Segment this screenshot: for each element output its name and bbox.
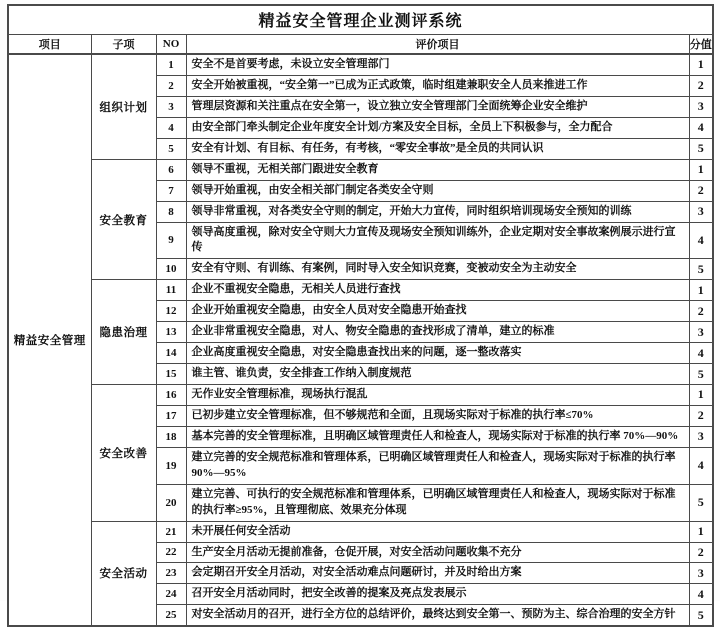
score-cell: 3 (689, 563, 713, 584)
score-cell: 5 (689, 138, 713, 159)
no-cell: 2 (156, 75, 186, 96)
item-cell: 无作业安全管理标准，现场执行混乱 (186, 385, 689, 406)
no-cell: 17 (156, 405, 186, 426)
score-cell: 5 (689, 364, 713, 385)
no-cell: 14 (156, 343, 186, 364)
item-cell: 对安全活动月的召开，进行全方位的总结评价，最终达到安全第一、预防为主、综合治理的安全方针 (186, 605, 689, 626)
table-row (8, 54, 713, 75)
table-row (8, 385, 713, 406)
no-cell: 19 (156, 447, 186, 484)
no-cell: 25 (156, 605, 186, 626)
item-cell: 由安全部门牵头制定企业年度安全计划/方案及安全目标，全员上下积极参与，全力配合 (186, 117, 689, 138)
subitem-cell: 安全教育 (91, 159, 156, 280)
no-cell: 23 (156, 563, 186, 584)
score-cell: 2 (689, 180, 713, 201)
no-cell: 20 (156, 484, 186, 521)
item-cell: 谁主管、谁负责，安全排查工作纳入制度规范 (186, 364, 689, 385)
no-cell: 8 (156, 201, 186, 222)
no-cell: 9 (156, 222, 186, 259)
table-head-static (8, 5, 713, 54)
no-cell: 13 (156, 322, 186, 343)
no-cell: 12 (156, 301, 186, 322)
item-cell: 企业非常重视安全隐患，对人、物安全隐患的查找形成了清单，建立的标准 (186, 322, 689, 343)
no-cell: 6 (156, 159, 186, 180)
item-cell: 安全有守则、有训练、有案例，同时导入安全知识竞赛，变被动安全为主动安全 (186, 259, 689, 280)
score-cell: 4 (689, 117, 713, 138)
item-cell: 建立完善、可执行的安全规范标准和管理体系，已明确区域管理责任人和检查人，现场实际对于标准的执行率≥95%，且管理彻底、效果充分体现 (186, 484, 689, 521)
item-cell: 领导高度重视，除对安全守则大力宣传及现场安全预知训练外，企业定期对安全事故案例展示进行宣传 (186, 222, 689, 259)
no-cell: 10 (156, 259, 186, 280)
item-cell: 安全有计划、有目标、有任务，有考核，“零安全事故”是全员的共同认识 (186, 138, 689, 159)
no-cell: 21 (156, 521, 186, 542)
no-cell: 1 (156, 54, 186, 75)
project-cell: 精益安全管理 (8, 54, 91, 626)
item-cell: 安全开始被重视，“安全第一”已成为正式政策，临时组建兼职安全人员来推进工作 (186, 75, 689, 96)
subitem-cell: 安全活动 (91, 521, 156, 626)
no-cell: 7 (156, 180, 186, 201)
item-cell: 未开展任何安全活动 (186, 521, 689, 542)
item-cell: 基本完善的安全管理标准，且明确区域管理责任人和检查人，现场实际对于标准的执行率 70%—90% (186, 426, 689, 447)
score-cell: 5 (689, 484, 713, 521)
subitem-cell: 安全改善 (91, 385, 156, 522)
no-cell: 16 (156, 385, 186, 406)
no-cell: 11 (156, 280, 186, 301)
page-title: 精益安全管理企业测评系统 (8, 5, 713, 34)
score-cell: 5 (689, 259, 713, 280)
item-cell: 安全不是首要考虑，未设立安全管理部门 (186, 54, 689, 75)
item-cell: 会定期召开安全月活动，对安全活动难点问题研讨，并及时给出方案 (186, 563, 689, 584)
subitem-cell: 隐患治理 (91, 280, 156, 385)
evaluation-table (7, 4, 714, 627)
column-header-item: 评价项目 (186, 34, 689, 54)
item-cell: 领导不重视，无相关部门跟进安全教育 (186, 159, 689, 180)
score-cell: 2 (689, 301, 713, 322)
table-row (8, 521, 713, 542)
score-cell: 1 (689, 385, 713, 406)
no-cell: 18 (156, 426, 186, 447)
table-row (8, 280, 713, 301)
score-cell: 3 (689, 426, 713, 447)
header-row (8, 34, 713, 54)
item-cell: 生产安全月活动无提前准备，仓促开展，对安全活动问题收集不充分 (186, 542, 689, 563)
score-cell: 1 (689, 54, 713, 75)
subitem-cell: 组织计划 (91, 54, 156, 159)
column-header-no: NO (156, 34, 186, 54)
table-row (8, 159, 713, 180)
no-cell: 22 (156, 542, 186, 563)
score-cell: 4 (689, 584, 713, 605)
item-cell: 管理层资源和关注重点在安全第一，设立独立安全管理部门全面统筹企业安全维护 (186, 96, 689, 117)
item-cell: 企业高度重视安全隐患，对安全隐患查找出来的问题，逐一整改落实 (186, 343, 689, 364)
item-cell: 领导非常重视，对各类安全守则的制定，开始大力宣传，同时组织培训现场安全预知的训练 (186, 201, 689, 222)
no-cell: 15 (156, 364, 186, 385)
no-cell: 4 (156, 117, 186, 138)
no-cell: 5 (156, 138, 186, 159)
no-cell: 24 (156, 584, 186, 605)
score-cell: 2 (689, 405, 713, 426)
score-cell: 4 (689, 343, 713, 364)
item-cell: 建立完善的安全规范标准和管理体系，已明确区域管理责任人和检查人，现场实际对于标准的执行率 90%—95% (186, 447, 689, 484)
score-cell: 5 (689, 605, 713, 626)
score-cell: 2 (689, 75, 713, 96)
item-cell: 召开安全月活动同时，把安全改善的提案及亮点发表展示 (186, 584, 689, 605)
no-cell: 3 (156, 96, 186, 117)
item-cell: 企业不重视安全隐患，无相关人员进行查找 (186, 280, 689, 301)
item-cell: 已初步建立安全管理标准，但不够规范和全面，且现场实际对于标准的执行率≤70% (186, 405, 689, 426)
score-cell: 4 (689, 222, 713, 259)
column-header-score: 分值 (689, 34, 713, 54)
column-header-project: 项目 (8, 34, 91, 54)
score-cell: 3 (689, 201, 713, 222)
score-cell: 1 (689, 159, 713, 180)
item-cell: 领导开始重视，由安全相关部门制定各类安全守则 (186, 180, 689, 201)
title-row (8, 5, 713, 34)
score-cell: 3 (689, 96, 713, 117)
score-cell: 3 (689, 322, 713, 343)
column-header-subitem: 子项 (91, 34, 156, 54)
score-cell: 1 (689, 280, 713, 301)
item-cell: 企业开始重视安全隐患，由安全人员对安全隐患开始查找 (186, 301, 689, 322)
score-cell: 1 (689, 521, 713, 542)
table-body (8, 54, 713, 626)
score-cell: 4 (689, 447, 713, 484)
score-cell: 2 (689, 542, 713, 563)
